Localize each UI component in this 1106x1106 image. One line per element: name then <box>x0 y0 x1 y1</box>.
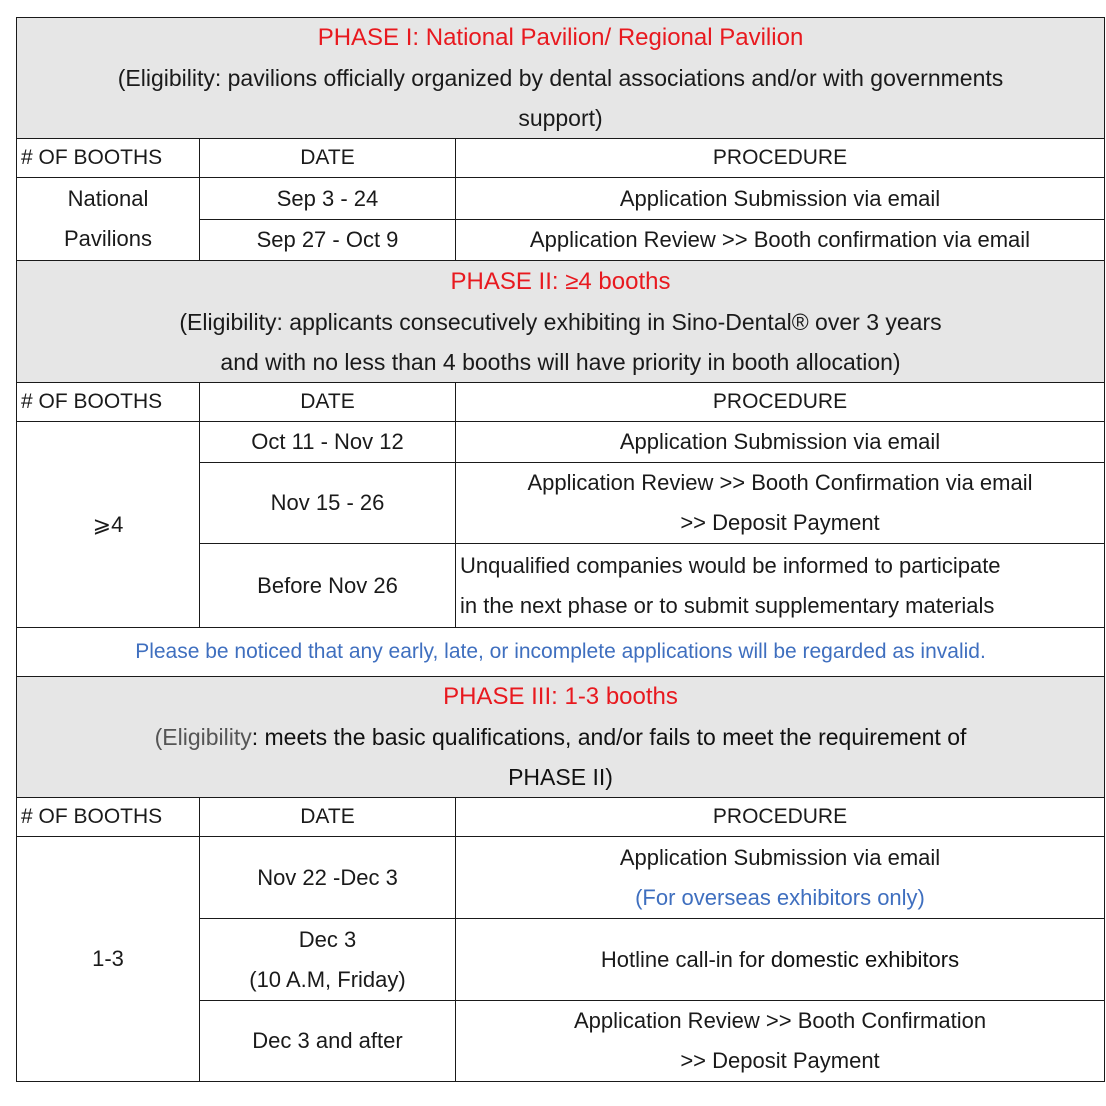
date-cell: Sep 27 - Oct 9 <box>200 220 456 261</box>
date-line1: Dec 3 <box>298 926 357 952</box>
phase3-eligibility-line1 <box>17 717 1104 757</box>
phase3-eligibility-rest: : meets the basic qualifications, and/or fails to meet the requirement of <box>251 724 967 750</box>
phase3-booths-cell: 1-3 <box>17 837 200 1082</box>
phase1-eligibility-line1: (Eligibility: pavilions officially organized by dental associations and/or with governments <box>117 65 1004 91</box>
column-header-procedure: PROCEDURE <box>456 798 1105 837</box>
procedure-rest: r domestic exhibitors <box>757 946 960 972</box>
date-cell: Oct 11 - Nov 12 <box>200 422 456 463</box>
phase3-header <box>17 677 1105 798</box>
table-row <box>17 178 1105 220</box>
phase1-booths-cell <box>17 178 200 261</box>
date-cell: Sep 3 - 24 <box>200 178 456 220</box>
notice-row <box>17 628 1105 677</box>
procedure-cell: Application Submission via email <box>456 422 1105 463</box>
phase2-header-row <box>17 261 1105 383</box>
phase3-title: PHASE III: 1-3 booths <box>443 683 678 710</box>
procedure-cell: Application Review >> Booth confirmation via email <box>456 220 1105 261</box>
date-cell: Before Nov 26 <box>200 544 456 628</box>
phase3-eligibility-line2: PHASE II) <box>508 764 613 790</box>
procedure-line2: >> Deposit Payment <box>680 1048 880 1073</box>
phase2-booths-cell: ⩾4 <box>17 422 200 628</box>
invalid-application-notice: Please be noticed that any early, late, or incomplete applications will be regarded as invalid. <box>17 628 1105 677</box>
phase1-header <box>17 18 1105 139</box>
column-header-booths: # OF BOOTHS <box>17 798 200 837</box>
column-header-date: DATE <box>200 139 456 178</box>
date-cell: Dec 3 and after <box>200 1001 456 1082</box>
column-header-booths: # OF BOOTHS <box>17 139 200 178</box>
date-cell <box>200 919 456 1001</box>
date-cell: Nov 22 -Dec 3 <box>200 837 456 919</box>
overseas-only-note: (For overseas exhibitors only) <box>635 884 925 910</box>
phase1-title: PHASE I: National Pavilion/ Regional Pavilion <box>317 24 804 51</box>
procedure-line1: Application Review >> Booth Confirmation <box>573 1008 987 1033</box>
procedure-line1: Unqualified companies would be informed to participate <box>460 552 1001 578</box>
column-header-procedure: PROCEDURE <box>456 383 1105 422</box>
phase2-header <box>17 261 1105 383</box>
phase3-eligibility-prefix: (Eligibility <box>154 724 252 750</box>
table-row <box>17 422 1105 463</box>
table-row <box>17 837 1105 919</box>
procedure-cell <box>456 837 1105 919</box>
procedure-line2: >> Deposit Payment <box>680 510 880 535</box>
phase1-column-header-row <box>17 139 1105 178</box>
procedure-cell <box>456 919 1105 1001</box>
phase3-column-header-row <box>17 798 1105 837</box>
procedure-line1: Application Review >> Booth Confirmation via email <box>527 470 1033 495</box>
registration-schedule-table <box>16 17 1105 1082</box>
phase2-eligibility-line2: and with no less than 4 booths will have priority in booth allocation) <box>220 348 901 375</box>
phase1-booths-label: National Pavilions <box>63 186 153 251</box>
date-cell: Nov 15 - 26 <box>200 463 456 544</box>
column-header-date: DATE <box>200 383 456 422</box>
procedure-line2: in the next phase or to submit supplementary materials <box>460 592 995 618</box>
phase3-header-row <box>17 677 1105 798</box>
phase2-column-header-row <box>17 383 1105 422</box>
procedure-cell: Application Submission via email <box>456 178 1105 220</box>
procedure-cell <box>456 463 1105 544</box>
phase2-title: PHASE II: ≥4 booths <box>450 267 671 295</box>
procedure-cell <box>456 1001 1105 1082</box>
date-line2: (10 A.M, Friday) <box>249 966 406 992</box>
phase2-eligibility-line1: (Eligibility: applicants consecutively exhibiting in Sino-Dental® over 3 years <box>179 308 942 335</box>
procedure-line1: Application Submission via email <box>619 844 941 870</box>
column-header-procedure: PROCEDURE <box>456 139 1105 178</box>
phase1-header-row <box>17 18 1105 139</box>
column-header-date: DATE <box>200 798 456 837</box>
procedure-cell <box>456 544 1105 628</box>
phase1-eligibility-line2: support) <box>518 105 603 131</box>
column-header-booths: # OF BOOTHS <box>17 383 200 422</box>
procedure-prefix: Hotline call-in fo <box>600 946 758 972</box>
